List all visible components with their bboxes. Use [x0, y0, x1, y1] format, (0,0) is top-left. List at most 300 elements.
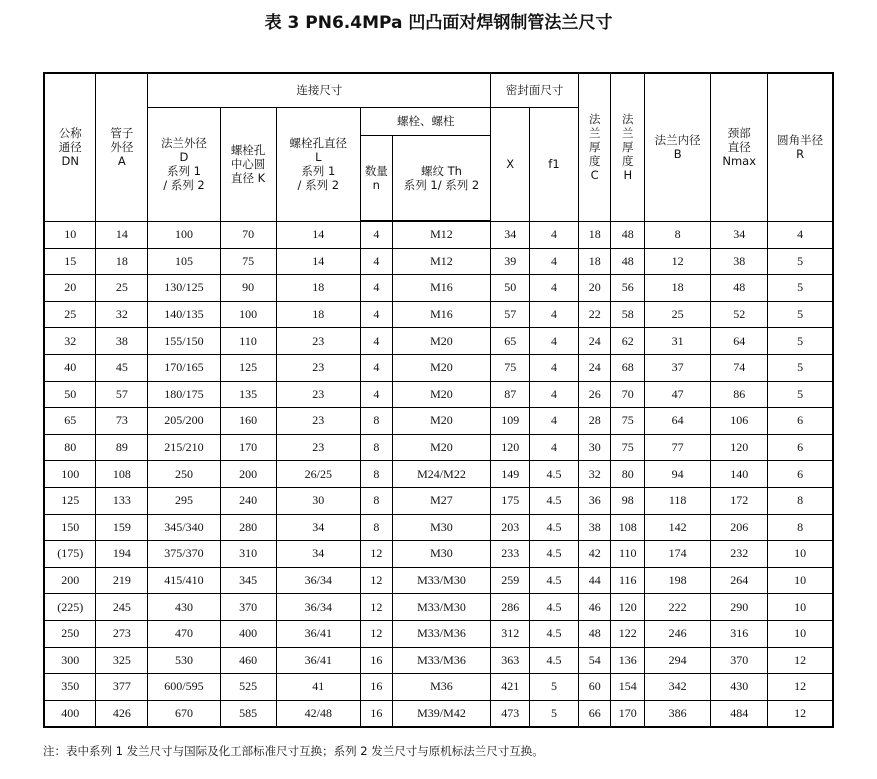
table-cell: 470 [148, 620, 220, 647]
table-cell: 50 [44, 381, 96, 408]
table-cell: 4 [361, 328, 393, 355]
table-cell: 12 [768, 700, 833, 727]
table-cell: 232 [711, 541, 768, 568]
table-cell: 73 [96, 408, 148, 435]
table-cell: 56 [611, 275, 645, 302]
table-cell: 4.5 [530, 647, 579, 674]
table-cell: 12 [361, 594, 393, 621]
table-cell: 172 [711, 487, 768, 514]
table-cell: 4.5 [530, 594, 579, 621]
table-cell: 4 [530, 301, 579, 328]
table-cell: 273 [96, 620, 148, 647]
table-cell: 460 [220, 647, 276, 674]
table-cell: 120 [491, 434, 530, 461]
table-cell: 36 [578, 487, 611, 514]
table-row [44, 221, 833, 248]
table-cell: 100 [148, 221, 220, 248]
table-cell: 5 [530, 700, 579, 727]
table-cell: 87 [491, 381, 530, 408]
table-cell: M16 [392, 275, 491, 302]
table-cell: 108 [96, 461, 148, 488]
table-cell: 215/210 [148, 434, 220, 461]
table-cell: 245 [96, 594, 148, 621]
table-cell: 25 [645, 301, 711, 328]
table-cell: M24/M22 [392, 461, 491, 488]
table-cell: 46 [578, 594, 611, 621]
table-cell: 4.5 [530, 487, 579, 514]
table-cell: 36/41 [276, 647, 360, 674]
table-cell: 90 [220, 275, 276, 302]
table-cell: 75 [611, 434, 645, 461]
table-cell: 5 [768, 328, 833, 355]
table-cell: 4 [530, 275, 579, 302]
table-row [44, 674, 833, 701]
table-cell: 34 [711, 221, 768, 248]
table-cell: 100 [220, 301, 276, 328]
table-cell: 203 [491, 514, 530, 541]
table-cell: 18 [276, 301, 360, 328]
table-cell: (225) [44, 594, 96, 621]
table-title: 表 3 PN6.4MPa 凹凸面对焊钢制管法兰尺寸 [264, 13, 613, 33]
table-cell: 377 [96, 674, 148, 701]
table-cell: 32 [44, 328, 96, 355]
table-cell: 325 [96, 647, 148, 674]
table-cell: 25 [96, 275, 148, 302]
table-cell: M20 [392, 381, 491, 408]
table-cell: 12 [361, 541, 393, 568]
table-cell: 430 [711, 674, 768, 701]
table-cell: 530 [148, 647, 220, 674]
header-c: 法 兰 厚 度 C [578, 73, 611, 221]
table-row [44, 620, 833, 647]
table-cell: 32 [578, 461, 611, 488]
table-cell: 60 [578, 674, 611, 701]
table-cell: 34 [276, 541, 360, 568]
table-cell: 125 [220, 354, 276, 381]
table-cell: 48 [711, 275, 768, 302]
table-cell: 180/175 [148, 381, 220, 408]
table-cell: M12 [392, 221, 491, 248]
table-cell: 65 [491, 328, 530, 355]
table-row [44, 541, 833, 568]
table-cell: 8 [361, 434, 393, 461]
table-cell: 345/340 [148, 514, 220, 541]
table-cell: 400 [220, 620, 276, 647]
table-cell: 120 [611, 594, 645, 621]
table-cell: 50 [491, 275, 530, 302]
table-cell: 100 [44, 461, 96, 488]
table-cell: 159 [96, 514, 148, 541]
table-cell: 4.5 [530, 567, 579, 594]
table-cell: 23 [276, 381, 360, 408]
table-cell: 18 [578, 248, 611, 275]
table-cell: 200 [44, 567, 96, 594]
table-cell: 342 [645, 674, 711, 701]
table-cell: M33/M36 [392, 647, 491, 674]
table-cell: 44 [578, 567, 611, 594]
table-cell: 250 [44, 620, 96, 647]
table-row [44, 514, 833, 541]
table-cell: 290 [711, 594, 768, 621]
table-cell: 110 [220, 328, 276, 355]
table-cell: 36/41 [276, 620, 360, 647]
table-cell: 4 [361, 275, 393, 302]
table-cell: 14 [276, 221, 360, 248]
table-cell: 4.5 [530, 514, 579, 541]
table-cell: 23 [276, 434, 360, 461]
table-cell: 26 [578, 381, 611, 408]
table-cell: M16 [392, 301, 491, 328]
header-b: 法兰内径 B [645, 73, 711, 221]
table-cell: 670 [148, 700, 220, 727]
table-cell: 222 [645, 594, 711, 621]
table-row [44, 381, 833, 408]
table-cell: 370 [220, 594, 276, 621]
table-cell: 116 [611, 567, 645, 594]
table-cell: 286 [491, 594, 530, 621]
header-h: 法 兰 厚 度 H [611, 73, 645, 221]
table-cell: 10 [44, 221, 96, 248]
table-cell: 38 [96, 328, 148, 355]
table-cell: 39 [491, 248, 530, 275]
table-cell: 5 [768, 381, 833, 408]
table-cell: 122 [611, 620, 645, 647]
table-cell: 140/135 [148, 301, 220, 328]
table-cell: 149 [491, 461, 530, 488]
table-cell: 15 [44, 248, 96, 275]
header-seal: 密封面尺寸 [491, 73, 579, 107]
table-cell: M33/M36 [392, 620, 491, 647]
table-cell: M33/M30 [392, 594, 491, 621]
table-cell: 24 [578, 354, 611, 381]
table-cell: 4 [361, 301, 393, 328]
table-row [44, 248, 833, 275]
table-cell: 4 [768, 221, 833, 248]
table-cell: M30 [392, 541, 491, 568]
table-cell: 8 [768, 487, 833, 514]
table-cell: 300 [44, 647, 96, 674]
table-cell: 52 [711, 301, 768, 328]
table-cell: 170 [611, 700, 645, 727]
table-cell: 68 [611, 354, 645, 381]
table-cell: 38 [711, 248, 768, 275]
header-bolts: 螺栓、螺柱 [361, 107, 491, 135]
table-cell: 4 [361, 248, 393, 275]
table-cell: 57 [96, 381, 148, 408]
header-nmax: 颈部 直径 Nmax [711, 73, 768, 221]
table-cell: 233 [491, 541, 530, 568]
table-cell: 370 [711, 647, 768, 674]
table-cell: 10 [768, 594, 833, 621]
table-cell: 295 [148, 487, 220, 514]
table-cell: 40 [44, 354, 96, 381]
table-cell: 70 [220, 221, 276, 248]
table-cell: 10 [768, 620, 833, 647]
table-cell: 18 [645, 275, 711, 302]
table-cell: M30 [392, 514, 491, 541]
table-cell: 6 [768, 434, 833, 461]
header-f1: f1 [530, 107, 579, 221]
table-cell: 312 [491, 620, 530, 647]
table-cell: 37 [645, 354, 711, 381]
table-cell: 415/410 [148, 567, 220, 594]
table-cell: 18 [578, 221, 611, 248]
table-cell: 136 [611, 647, 645, 674]
table-cell: 12 [645, 248, 711, 275]
table-cell: 47 [645, 381, 711, 408]
header-x: X [491, 107, 530, 221]
table-body [44, 221, 833, 727]
table-cell: 48 [611, 248, 645, 275]
table-cell: 200 [220, 461, 276, 488]
table-cell: 36/34 [276, 567, 360, 594]
table-cell: 66 [578, 700, 611, 727]
footnote: 注：表中系列 1 发兰尺寸与国际及化工部标准尺寸互换；系列 2 发兰尺寸与原机标法兰尺寸互换。 [43, 744, 544, 758]
table-cell: 8 [768, 514, 833, 541]
table-cell: 259 [491, 567, 530, 594]
table-cell: 58 [611, 301, 645, 328]
table-cell: 5 [768, 354, 833, 381]
header-dn: 公称 通径 DN [44, 73, 96, 221]
table-cell: 206 [711, 514, 768, 541]
table-cell: M20 [392, 408, 491, 435]
table-cell: 386 [645, 700, 711, 727]
table-cell: 31 [645, 328, 711, 355]
table-cell: 600/595 [148, 674, 220, 701]
header-d: 法兰外径 D 系列 1 / 系列 2 [148, 107, 220, 221]
table-cell: 30 [276, 487, 360, 514]
table-cell: 294 [645, 647, 711, 674]
table-cell: 5 [768, 248, 833, 275]
table-cell: 80 [44, 434, 96, 461]
table-cell: 4 [530, 328, 579, 355]
table-cell: 8 [361, 461, 393, 488]
table-cell: 77 [645, 434, 711, 461]
table-cell: 64 [645, 408, 711, 435]
table-cell: M20 [392, 328, 491, 355]
table-cell: 4 [530, 434, 579, 461]
table-cell: 484 [711, 700, 768, 727]
table-cell: 106 [711, 408, 768, 435]
table-cell: 316 [711, 620, 768, 647]
table-cell: 400 [44, 700, 96, 727]
table-cell: 8 [361, 514, 393, 541]
table-cell: 26/25 [276, 461, 360, 488]
table-cell: 28 [578, 408, 611, 435]
table-cell: 75 [491, 354, 530, 381]
table-cell: 155/150 [148, 328, 220, 355]
table-cell: 142 [645, 514, 711, 541]
table-cell: M27 [392, 487, 491, 514]
table-cell: 42/48 [276, 700, 360, 727]
table-cell: 64 [711, 328, 768, 355]
table-cell: 170/165 [148, 354, 220, 381]
table-cell: 421 [491, 674, 530, 701]
header-connect: 连接尺寸 [148, 73, 491, 107]
table-cell: 108 [611, 514, 645, 541]
table-cell: 170 [220, 434, 276, 461]
table-cell: 18 [276, 275, 360, 302]
table-cell: 10 [768, 541, 833, 568]
table-cell: 16 [361, 647, 393, 674]
table-cell: M39/M42 [392, 700, 491, 727]
table-cell: 48 [578, 620, 611, 647]
table-cell: 585 [220, 700, 276, 727]
table-cell: 350 [44, 674, 96, 701]
table-cell: 4.5 [530, 461, 579, 488]
table-cell: 426 [96, 700, 148, 727]
table-row [44, 647, 833, 674]
table-cell: 174 [645, 541, 711, 568]
header-k: 螺栓孔 中心圆 直径 K [220, 107, 276, 221]
table-cell: 150 [44, 514, 96, 541]
table-row [44, 700, 833, 727]
table-cell: 250 [148, 461, 220, 488]
table-cell: 12 [768, 674, 833, 701]
table-cell: 23 [276, 328, 360, 355]
table-cell: M36 [392, 674, 491, 701]
table-row [44, 487, 833, 514]
header-n: 数量 n [361, 135, 393, 221]
table-cell: 54 [578, 647, 611, 674]
table-cell: 86 [711, 381, 768, 408]
table-cell: 10 [768, 567, 833, 594]
table-cell: 24 [578, 328, 611, 355]
table-cell: 205/200 [148, 408, 220, 435]
table-cell: 4 [530, 408, 579, 435]
table-cell: 5 [530, 674, 579, 701]
table-cell: 4 [361, 381, 393, 408]
table-cell: 25 [44, 301, 96, 328]
table-row [44, 434, 833, 461]
table-cell: 75 [220, 248, 276, 275]
table-cell: 80 [611, 461, 645, 488]
table-cell: 4 [361, 221, 393, 248]
table-cell: 175 [491, 487, 530, 514]
table-row [44, 301, 833, 328]
header-r: 圆角半径 R [768, 73, 833, 221]
table-cell: 38 [578, 514, 611, 541]
table-cell: 65 [44, 408, 96, 435]
table-cell: 8 [361, 487, 393, 514]
table-cell: 4 [530, 354, 579, 381]
table-cell: 23 [276, 354, 360, 381]
table-cell: 160 [220, 408, 276, 435]
table-row [44, 461, 833, 488]
table-cell: 30 [578, 434, 611, 461]
table-cell: 41 [276, 674, 360, 701]
table-cell: M20 [392, 434, 491, 461]
table-cell: 130/125 [148, 275, 220, 302]
table-row [44, 567, 833, 594]
table-cell: 75 [611, 408, 645, 435]
table-cell: 22 [578, 301, 611, 328]
table-header [44, 73, 833, 221]
table-cell: 34 [491, 221, 530, 248]
table-cell: 240 [220, 487, 276, 514]
table-cell: 194 [96, 541, 148, 568]
table-cell: 5 [768, 301, 833, 328]
table-cell: 430 [148, 594, 220, 621]
table-cell: 20 [578, 275, 611, 302]
table-cell: 345 [220, 567, 276, 594]
table-cell: 4.5 [530, 620, 579, 647]
table-cell: M12 [392, 248, 491, 275]
table-cell: 4 [530, 248, 579, 275]
table-cell: (175) [44, 541, 96, 568]
table-cell: 32 [96, 301, 148, 328]
table-cell: 4 [530, 221, 579, 248]
table-cell: 74 [711, 354, 768, 381]
table-cell: 110 [611, 541, 645, 568]
table-cell: 4.5 [530, 541, 579, 568]
table-cell: 264 [711, 567, 768, 594]
table-cell: M33/M30 [392, 567, 491, 594]
table-cell: 5 [768, 275, 833, 302]
header-l: 螺栓孔直径 L 系列 1 / 系列 2 [276, 107, 360, 221]
table-cell: 89 [96, 434, 148, 461]
table-cell: 133 [96, 487, 148, 514]
table-cell: 70 [611, 381, 645, 408]
table-cell: 154 [611, 674, 645, 701]
table-cell: 14 [96, 221, 148, 248]
table-cell: 12 [361, 567, 393, 594]
table-cell: 16 [361, 674, 393, 701]
table-cell: 34 [276, 514, 360, 541]
table-cell: 36/34 [276, 594, 360, 621]
table-cell: 198 [645, 567, 711, 594]
table-cell: 125 [44, 487, 96, 514]
table-cell: 18 [96, 248, 148, 275]
table-cell: 98 [611, 487, 645, 514]
table-cell: 6 [768, 461, 833, 488]
table-cell: 14 [276, 248, 360, 275]
table-cell: 20 [44, 275, 96, 302]
table-cell: 310 [220, 541, 276, 568]
table-cell: 4 [530, 381, 579, 408]
table-cell: 16 [361, 700, 393, 727]
table-cell: 118 [645, 487, 711, 514]
table-cell: 6 [768, 408, 833, 435]
header-a: 管子 外径 A [96, 73, 148, 221]
table-cell: 8 [645, 221, 711, 248]
table-cell: 219 [96, 567, 148, 594]
table-cell: 45 [96, 354, 148, 381]
flange-dimension-table [43, 72, 834, 728]
table-cell: 525 [220, 674, 276, 701]
table-cell: 62 [611, 328, 645, 355]
header-th: 螺纹 Th 系列 1/ 系列 2 [392, 135, 491, 221]
table-cell: 48 [611, 221, 645, 248]
table-cell: 140 [711, 461, 768, 488]
table-cell: 105 [148, 248, 220, 275]
table-row [44, 354, 833, 381]
table-cell: 363 [491, 647, 530, 674]
table-cell: 473 [491, 700, 530, 727]
table-cell: 135 [220, 381, 276, 408]
table-row [44, 408, 833, 435]
table-cell: 42 [578, 541, 611, 568]
table-cell: 109 [491, 408, 530, 435]
table-cell: 120 [711, 434, 768, 461]
table-cell: 12 [361, 620, 393, 647]
table-row [44, 594, 833, 621]
table-row [44, 328, 833, 355]
table-cell: 4 [361, 354, 393, 381]
table-cell: 246 [645, 620, 711, 647]
table-cell: 94 [645, 461, 711, 488]
table-cell: 280 [220, 514, 276, 541]
